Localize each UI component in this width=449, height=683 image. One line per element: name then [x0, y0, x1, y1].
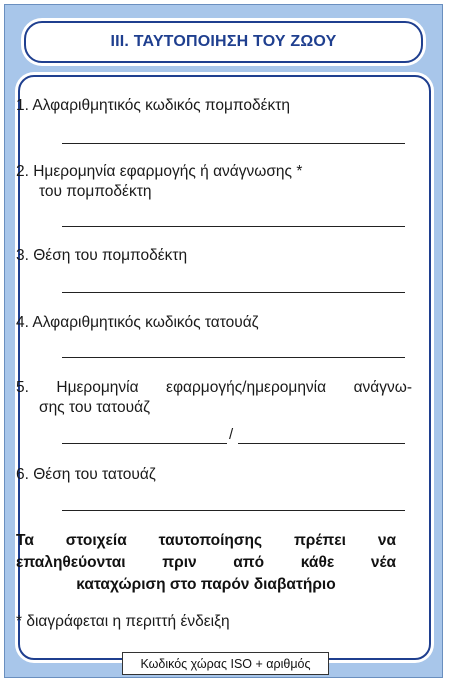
field-5-label: 5. Ημερομηνία εφαρμογής/ημερομηνία ανάγνω- — [16, 379, 412, 396]
field-1-input-line[interactable] — [62, 143, 405, 144]
field-4-label: 4. Αλφαριθμητικός κωδικός τατουάζ — [16, 314, 259, 331]
section-title: III. ΤΑΥΤΟΠΟΙΗΣΗ ΤΟΥ ΖΩΟΥ — [110, 33, 337, 50]
field-6-input-line[interactable] — [62, 510, 405, 511]
section-header — [24, 21, 423, 63]
field-6-label: 6. Θέση του τατουάζ — [16, 466, 156, 483]
field-5-date-applied-line[interactable] — [62, 443, 227, 444]
field-5-separator: / — [229, 426, 234, 443]
field-2-input-line[interactable] — [62, 226, 405, 227]
verification-notice — [16, 530, 396, 596]
field-5-label-cont: σης του τατουάζ — [39, 399, 150, 416]
country-code-tab — [122, 652, 329, 675]
notice-line-3: καταχώριση στο παρόν διαβατήριο — [76, 576, 336, 593]
field-3-input-line[interactable] — [62, 292, 405, 293]
field-5-date-read-line[interactable] — [238, 443, 405, 444]
field-2-label: 2. Ημερομηνία εφαρμογής ή ανάγνωσης * — [16, 163, 303, 180]
field-1-label: 1. Αλφαριθμητικός κωδικός πομποδέκτη — [16, 97, 290, 114]
field-2-label-cont: του πομποδέκτη — [39, 183, 152, 200]
notice-line-1: Τα στοιχεία ταυτοποίησης πρέπει να — [16, 532, 396, 549]
notice-line-2: επαληθεύονται πριν από κάθε νέα — [16, 554, 396, 571]
field-4-input-line[interactable] — [62, 357, 405, 358]
country-code-label: Κωδικός χώρας ISO + αριθμός — [140, 656, 311, 671]
field-3-label: 3. Θέση του πομποδέκτη — [16, 247, 188, 264]
footnote: * διαγράφεται η περιττή ένδειξη — [16, 613, 230, 630]
